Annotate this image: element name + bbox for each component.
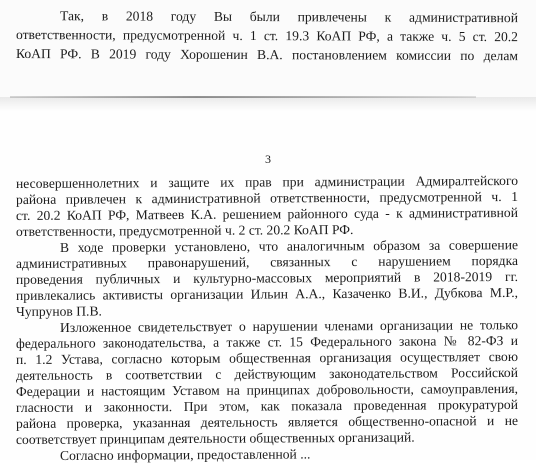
- paragraph-line: Согласно информации, предоставленной ...: [59, 446, 311, 463]
- paragraph-line: КоАП РФ. В 2019 году Хорошенин В.А. постановлением комиссии по делам: [15, 46, 519, 64]
- paragraph-line: деятельность в соответствии с действующим законодательством Российской: [15, 364, 519, 383]
- paragraph-line: несовершеннолетних и защите их прав при администрации Адмиралтейского: [15, 172, 519, 191]
- paragraph-line: административных правонарушений, связанных с нарушением порядка: [15, 252, 519, 271]
- paragraph-line: проведения публичных и культурно-массовых мероприятий в 2018-2019 гг.: [15, 268, 519, 287]
- paragraph-line: Федерации и настоящим Уставом на принципах добровольности, самоуправления,: [15, 380, 519, 399]
- paragraph-line: ответственности, предусмотренной ч. 2 ст. 20.2 КоАП РФ.: [15, 221, 354, 239]
- paragraph-line: соответствует принципам деятельности общественных организаций.: [15, 429, 415, 447]
- paragraph-line: ответственности, предусмотренной ч. 1 ст. 19.3 КоАП РФ, а также ч. 5 ст. 20.2: [15, 27, 519, 45]
- paragraph-line: В ходе проверки установлено, что аналогичным образом за совершение: [59, 237, 519, 255]
- paragraph-line: района привлечен к административной ответственности, предусмотренной ч. 1: [15, 188, 519, 207]
- paragraph-line: гласности и законности. При этом, как показала проведенная прокуратурой: [15, 396, 519, 415]
- paragraph-line: привлекались активисты организации Ильин А.А., Казаченко В.И., Дубкова М.Р.,: [15, 284, 519, 303]
- page-separator: [0, 97, 536, 112]
- previous-page-fragment: [0, 0, 536, 97]
- paragraph-line: ст. 20.2 КоАП РФ, Матвеев К.А. решением районного суда - к административной: [15, 204, 519, 223]
- paragraph-line: Чупрунов П.В.: [15, 303, 102, 319]
- paragraph-line: Изложенное свидетельствует о нарушении членами организации не только: [59, 317, 519, 335]
- paragraph-line: п. 1.2 Устава, согласно которым общественная организация осуществляет свою: [15, 348, 519, 367]
- paragraph-line: федерального законодательства, а также ст. 15 Федерального закона № 82-ФЗ и: [15, 332, 519, 351]
- page-edge-shadow: [10, 96, 476, 98]
- page-number: 3: [265, 152, 271, 166]
- paragraph-line: Так, в 2018 году Вы были привлечены к административной: [59, 8, 519, 26]
- paragraph-line: района проверка, указанная деятельность является общественно-опасной и не: [15, 412, 519, 431]
